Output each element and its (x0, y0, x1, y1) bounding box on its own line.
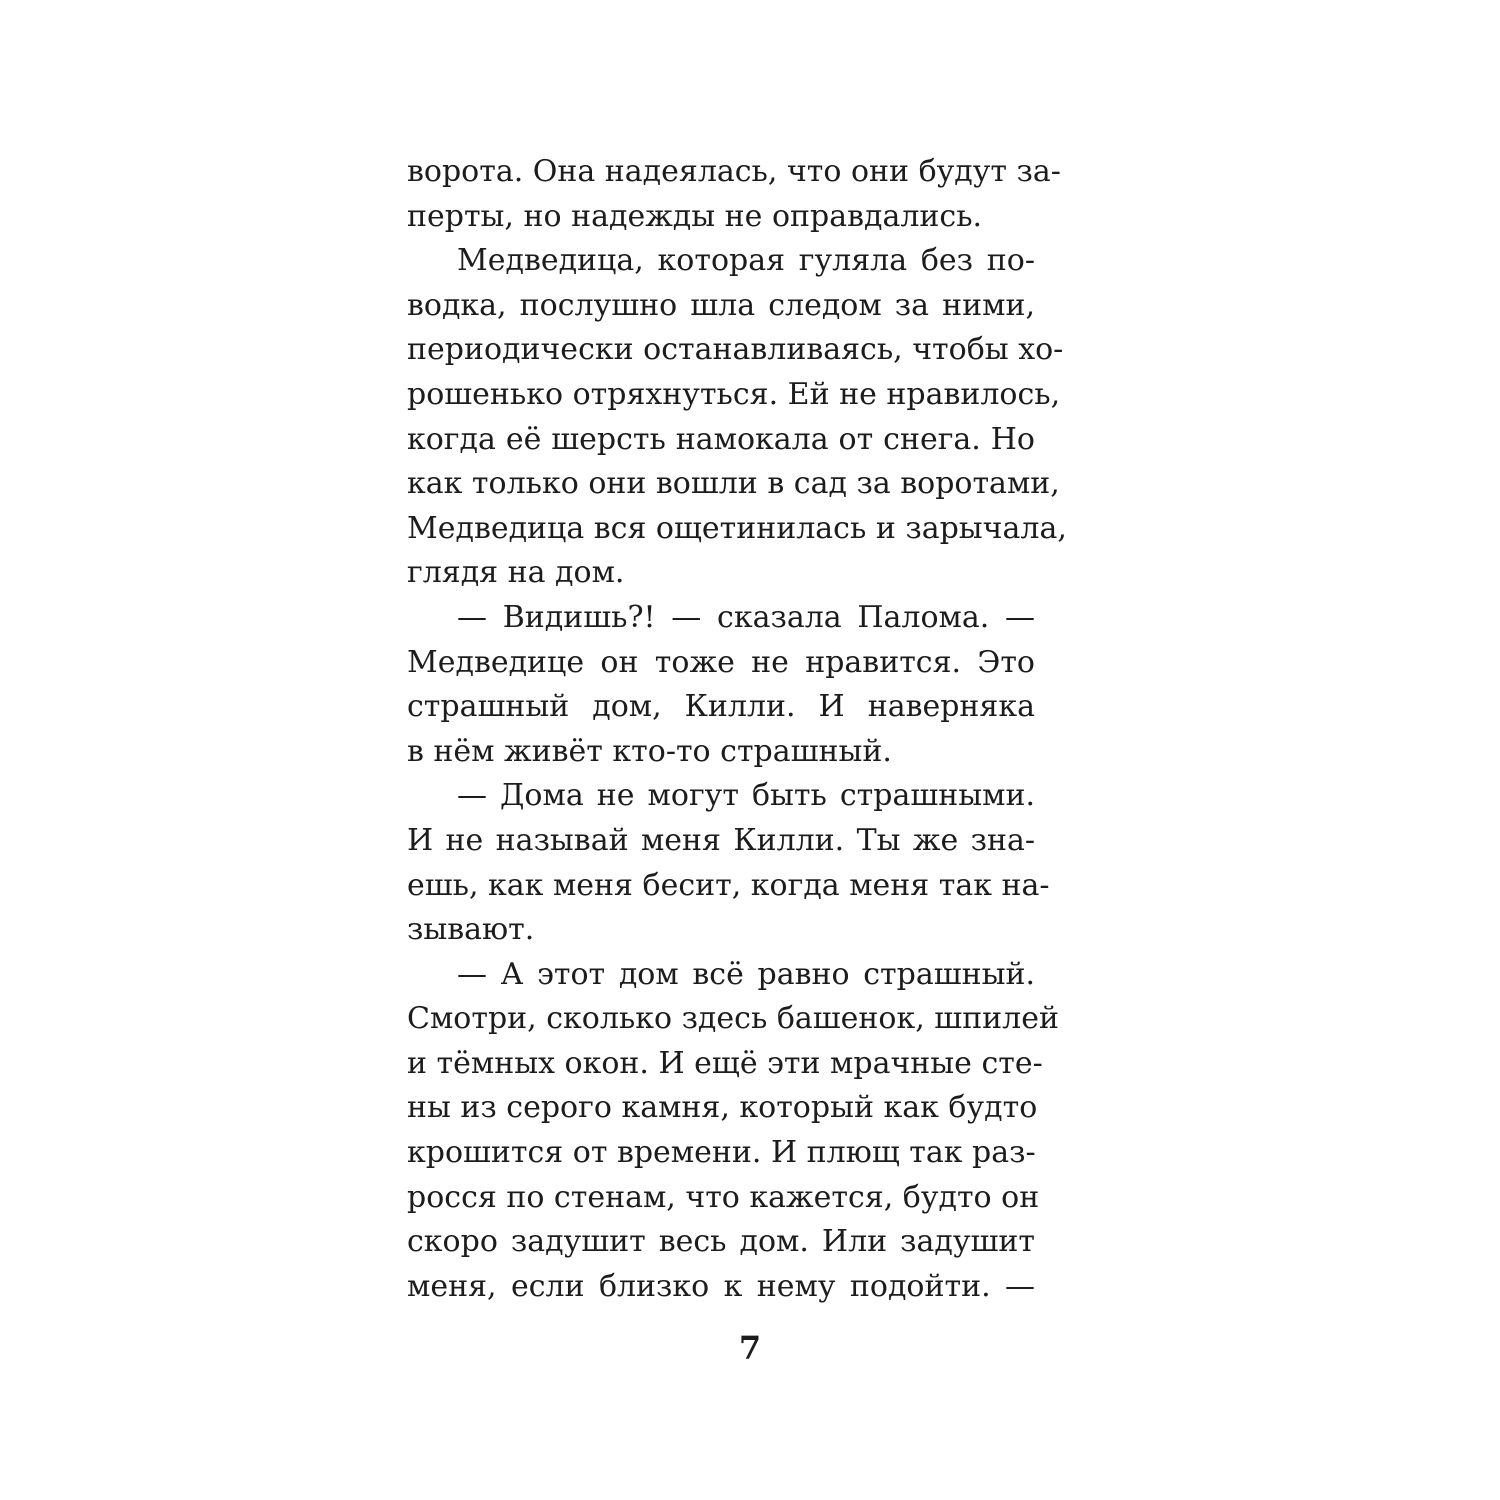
text-line: глядя на дом. (407, 555, 625, 591)
text-line: Медведица вся ощетинилась и зарычала, (407, 510, 1067, 546)
text-line: — А этот дом всё равно страшный. (457, 956, 1035, 992)
page-number: 7 (738, 1329, 762, 1367)
text-line: росся по стенам, что кажется, будто он (407, 1179, 1040, 1215)
text-line: И не называй меня Килли. Ты же зна- (407, 822, 1035, 858)
text-line: страшный дом, Килли. И наверняка (407, 689, 1035, 725)
text-line: в нём живёт кто-то страшный. (407, 733, 892, 769)
text-line: рошенько отряхнуться. Ей не нравилось, (407, 376, 1061, 412)
text-line: Смотри, сколько здесь башенок, шпилей (407, 1001, 1059, 1037)
text-line: Медведице он тоже не нравится. Это (407, 644, 1035, 680)
text-line: и тёмных окон. И ещё эти мрачные сте- (407, 1045, 1043, 1081)
text-line: крошится от времени. И плющ так раз- (407, 1135, 1036, 1171)
text-line: периодически останавливаясь, чтобы хо- (407, 332, 1064, 368)
text-line: ешь, как меня бесит, когда меня так на- (407, 867, 1050, 903)
text-line: ны из серого камня, который как будто (407, 1090, 1038, 1126)
text-line: ворота. Она надеялась, что они будут за- (407, 154, 1061, 189)
text-line: — Дома не могут быть страшными. (457, 778, 1035, 814)
text-line: перты, но надежды не оправдались. (407, 198, 983, 234)
text-line: зывают. (407, 912, 535, 948)
text-line: как только они вошли в сад за воротами, (407, 466, 1060, 502)
text-line: Медведица, которая гуляла без по- (457, 243, 1035, 279)
text-line: меня, если близко к нему подойти. — (407, 1268, 1035, 1304)
text-line: водка, послушно шла следом за ними, (407, 287, 1035, 323)
body-text (407, 150, 1067, 1309)
text-line: — Видишь?! — сказала Палома. — (457, 599, 1035, 635)
text-line: когда её шерсть намокала от снега. Но (407, 421, 1035, 457)
text-line: скоро задушит весь дом. Или задушит (407, 1224, 1035, 1260)
